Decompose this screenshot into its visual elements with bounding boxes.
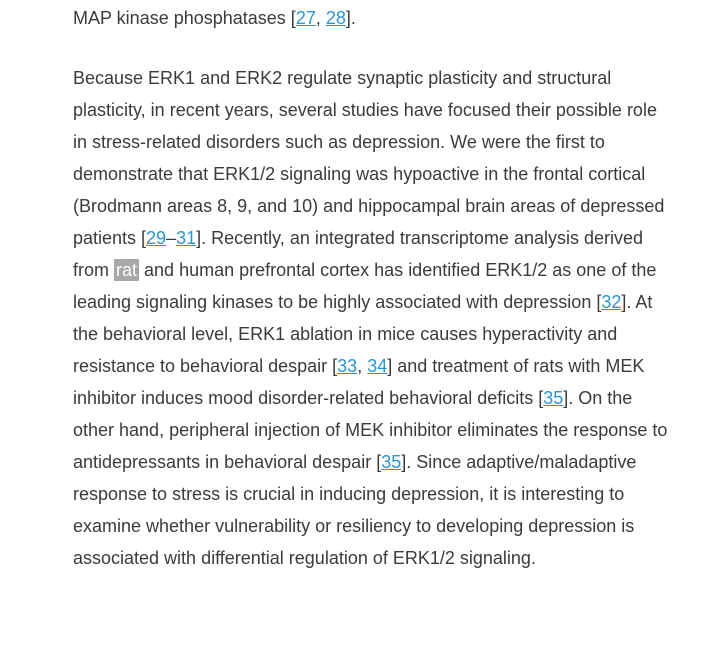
citation-link[interactable]: 33 <box>337 356 358 376</box>
text-run: ] and treatment of rats with MEK inhibitor induces mood disorder-related behavioral deficits [ <box>73 356 645 408</box>
citation-link[interactable]: 31 <box>176 228 197 248</box>
citation-link[interactable]: 29 <box>146 228 167 248</box>
paragraph <box>73 2 675 34</box>
citation-link[interactable]: 28 <box>325 8 346 28</box>
citation-link[interactable]: 34 <box>367 356 388 376</box>
text-run: , <box>357 356 368 376</box>
text-run: ]. At the behavioral level, ERK1 ablation in mice causes hyperactivity and resistance to behavioral despair [ <box>73 292 653 376</box>
text-run: ]. <box>345 8 356 28</box>
paragraph <box>73 62 675 574</box>
citation-link[interactable]: 32 <box>601 292 622 312</box>
text-run: and human prefrontal cortex has identified ERK1/2 as one of the leading signaling kinases to be highly associated with depression [ <box>73 260 657 312</box>
citation-link[interactable]: 27 <box>295 8 316 28</box>
text-run: , <box>315 8 326 28</box>
text-run: Because ERK1 and ERK2 regulate synaptic plasticity and structural plasticity, in recent years, several studies have focused their possible role in stress-related disorders such as depression. We were the first to demonstrate that ERK1/2 signaling was hypoactive in the frontal cortical (Brodmann areas 8, 9, and 10) and hippocampal brain areas of depressed patients [ <box>73 68 665 248</box>
text-run: MAP kinase phosphatases [ <box>73 8 296 28</box>
text-run: ]. Recently, an integrated transcriptome analysis derived from <box>73 228 644 280</box>
text-run: – <box>166 228 177 248</box>
search-highlight: rat <box>116 260 138 280</box>
text-run: ]. On the other hand, peripheral injection of MEK inhibitor eliminates the response to antidepressants in behavioral despair [ <box>73 388 668 472</box>
citation-link[interactable]: 35 <box>543 388 564 408</box>
text-run: ]. Since adaptive/maladaptive response to stress is crucial in inducing depression, it is interesting to examine whether vulnerability or resiliency to developing depression is associated with differential regulation of ERK1/2 signaling. <box>73 452 637 568</box>
citation-link[interactable]: 35 <box>381 452 402 472</box>
